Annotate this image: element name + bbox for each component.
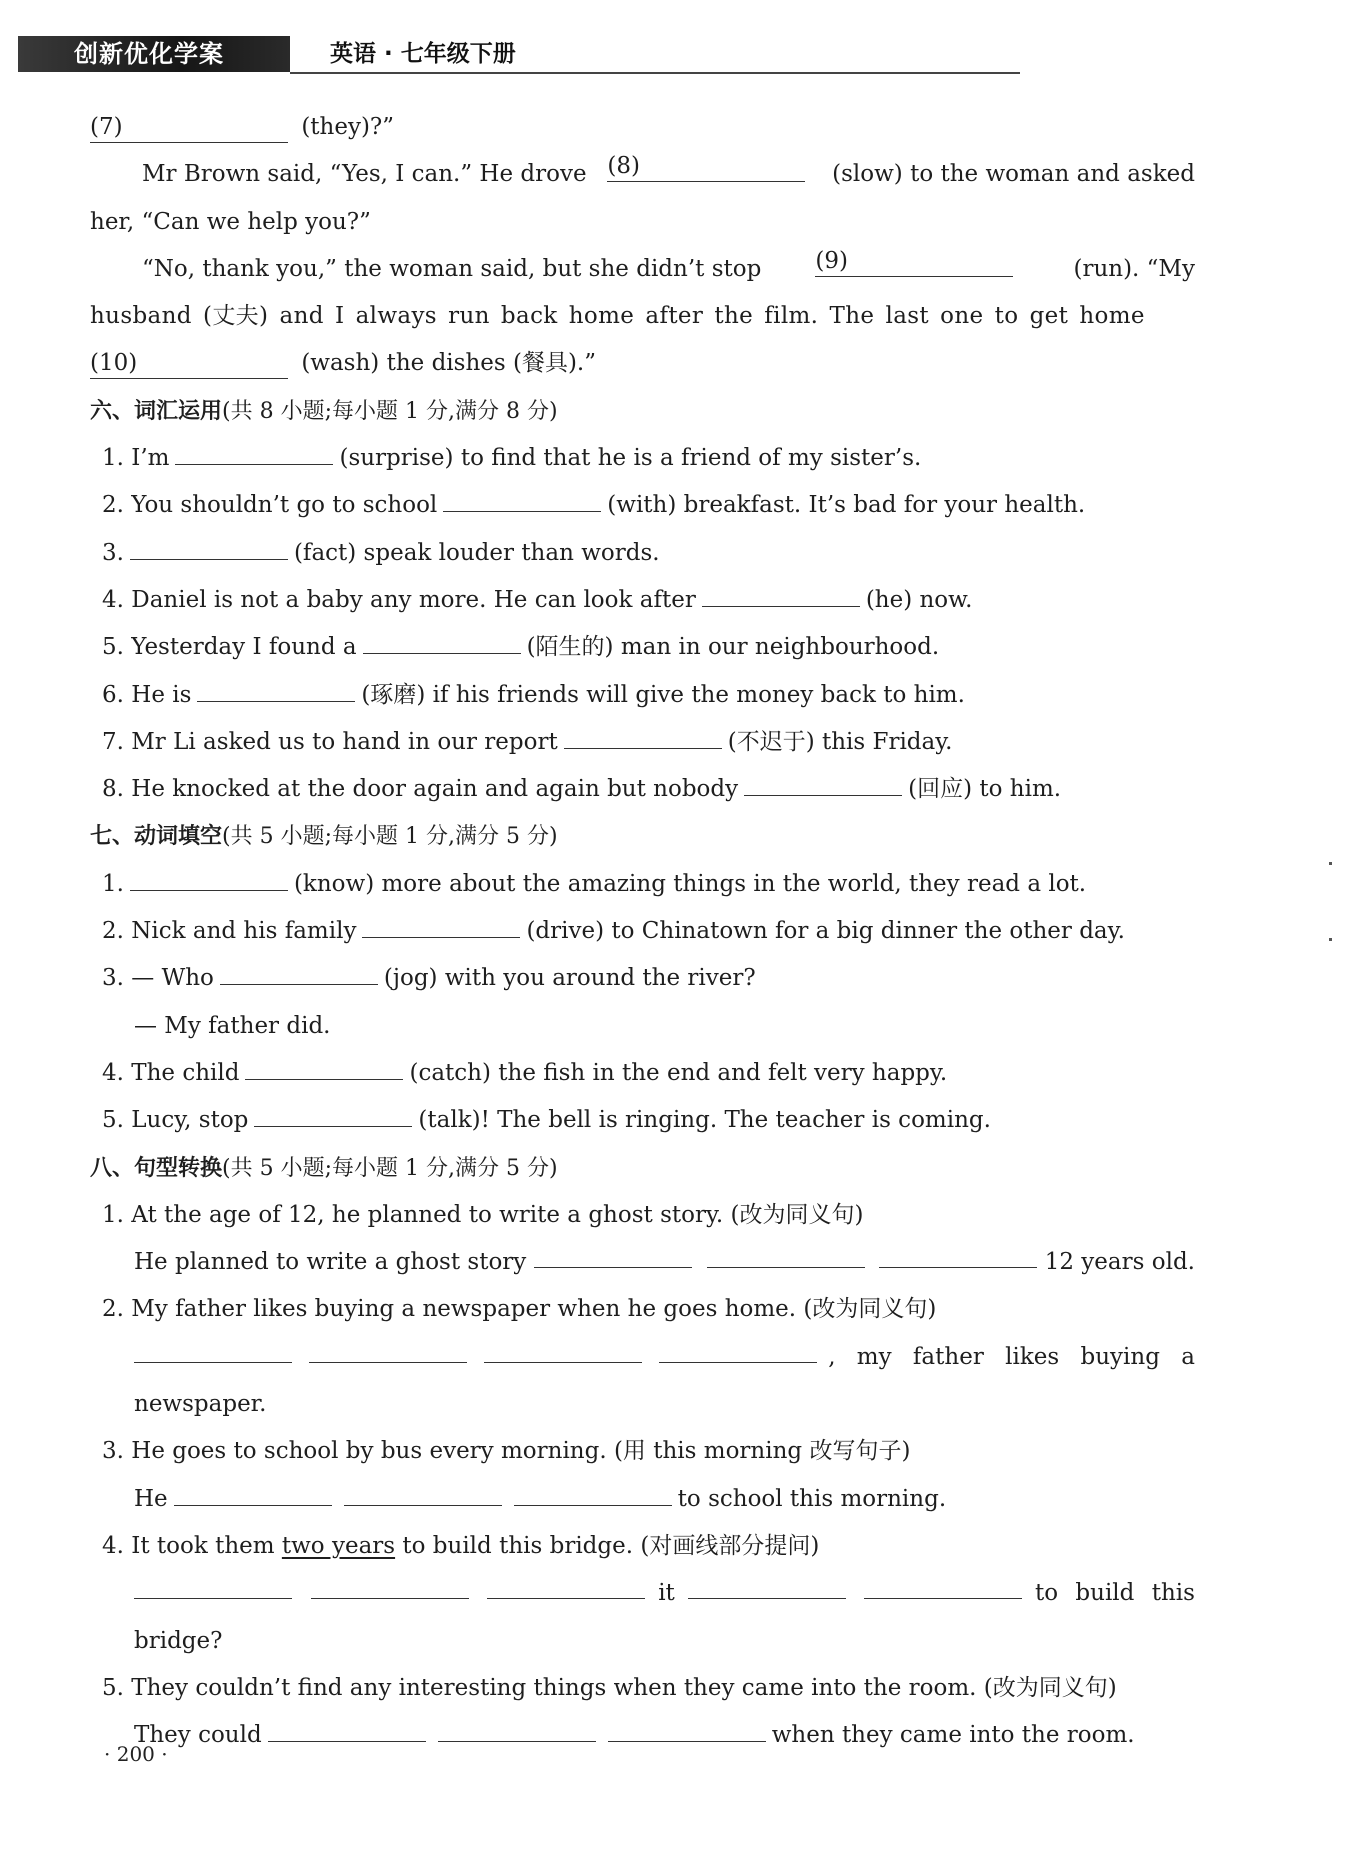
brand-banner: 创新优化学案 — [18, 36, 290, 72]
answer-blank[interactable] — [484, 1334, 642, 1363]
question-text: (drive) to Chinatown for a big dinner the other day. — [526, 918, 1125, 945]
section-heading — [90, 1145, 1195, 1192]
answer-blank[interactable] — [608, 1713, 766, 1742]
question-item — [90, 1097, 1195, 1144]
question-item — [90, 861, 1195, 908]
answer-blank[interactable] — [534, 1239, 692, 1268]
section-heading — [90, 813, 1195, 860]
answer-line — [90, 1239, 1195, 1286]
question-text: 2. You shouldn’t go to school — [102, 492, 438, 519]
question-text: (catch) the fish in the end and felt very happy. — [409, 1059, 948, 1086]
answer-blank[interactable] — [702, 578, 860, 607]
passage-line — [90, 151, 1195, 198]
question-text: (he) now. — [865, 586, 973, 613]
question-text: to build this bridge. (对画线部分提问) — [402, 1532, 820, 1559]
answer-text: to school this morning. — [677, 1485, 947, 1512]
answer-text: when they came into the room. — [771, 1722, 1135, 1749]
question-text: (不迟于) this Friday. — [727, 728, 953, 755]
answer-blank[interactable] — [254, 1098, 412, 1127]
answer-blank[interactable] — [363, 625, 521, 654]
passage-line — [90, 104, 1195, 151]
question-text: 5. Yesterday I found a — [102, 634, 357, 661]
question-item — [90, 435, 1195, 482]
question-text: 2. Nick and his family — [102, 918, 357, 945]
section-title: 七、动词填空 — [90, 824, 223, 850]
section-heading — [90, 388, 1195, 435]
edge-mark — [1329, 862, 1332, 865]
answer-blank[interactable] — [344, 1477, 502, 1506]
answer-blank[interactable] — [134, 1334, 292, 1363]
answer-text: it — [658, 1580, 675, 1607]
answer-blank[interactable] — [688, 1570, 846, 1599]
question-text: 4. The child — [102, 1059, 240, 1086]
question-item — [90, 577, 1195, 624]
answer-blank[interactable] — [879, 1239, 1037, 1268]
passage-text: (wash) the dishes (餐具).” — [301, 350, 596, 377]
question-text: 8. He knocked at the door again and again but nobody — [102, 776, 739, 803]
question-text: (陌生的) man in our neighbourhood. — [526, 634, 940, 661]
question-text: 1. — [102, 870, 124, 897]
passage-text: (they)?” — [301, 114, 395, 140]
question-text: (know) more about the amazing things in the world, they read a lot. — [293, 870, 1087, 897]
answer-text: to build this — [1035, 1580, 1195, 1607]
answer-blank[interactable] — [514, 1477, 672, 1506]
question-item — [90, 482, 1195, 529]
answer-blank[interactable] — [175, 436, 333, 465]
passage-text: Mr Brown said, “Yes, I can.” He drove — [142, 161, 587, 188]
section-title: 六、词汇运用 — [90, 398, 223, 424]
question-text: (talk)! The bell is ringing. The teacher is coming. — [418, 1107, 991, 1134]
answer-blank[interactable] — [438, 1713, 596, 1742]
page-header — [18, 36, 1018, 76]
answer-blank[interactable] — [130, 531, 288, 560]
answer-blank[interactable] — [134, 1570, 292, 1599]
answer-text: , my father likes buying a — [828, 1343, 1195, 1370]
answer-text: He — [134, 1485, 168, 1512]
answer-blank[interactable] — [707, 1239, 865, 1268]
question-text: 4. Daniel is not a baby any more. He can look after — [102, 586, 696, 613]
question-text: (fact) speak louder than words. — [293, 539, 660, 566]
answer-blank[interactable] — [362, 909, 520, 938]
section-title: 八、句型转换 — [90, 1155, 223, 1181]
answer-line: — My father did. — [134, 1012, 331, 1039]
edge-mark — [1329, 938, 1332, 941]
question-item — [90, 672, 1195, 719]
answer-line — [90, 1570, 1195, 1617]
subject-title: 英语 · 七年级下册 — [330, 41, 516, 67]
section-note: (共 5 小题;每小题 1 分,满分 5 分) — [222, 824, 558, 850]
answer-blank[interactable] — [268, 1713, 426, 1742]
question-text: 5. Lucy, stop — [102, 1107, 249, 1134]
answer-blank[interactable] — [174, 1477, 332, 1506]
question-text: 3. — Who — [102, 965, 214, 992]
answer-line — [90, 1334, 1195, 1381]
question-text: 4. It took them — [102, 1532, 275, 1559]
answer-blank[interactable] — [130, 862, 288, 891]
question-item — [90, 955, 1195, 1002]
answer-blank[interactable] — [443, 483, 601, 512]
question-text: (surprise) to find that he is a friend of my sister’s. — [339, 445, 922, 472]
question-text: 5. They couldn’t find any interesting things when they came into the room. (改为同义句) — [102, 1674, 1117, 1701]
answer-blank[interactable] — [487, 1570, 645, 1599]
question-text: (琢磨) if his friends will give the money back to him. — [361, 681, 965, 708]
section-note: (共 8 小题;每小题 1 分,满分 8 分) — [222, 398, 558, 424]
question-text: (回应) to him. — [908, 776, 1062, 803]
answer-blank[interactable] — [220, 956, 378, 985]
section-note: (共 5 小题;每小题 1 分,满分 5 分) — [222, 1155, 558, 1181]
answer-blank[interactable] — [309, 1334, 467, 1363]
passage-text: “No, thank you,” the woman said, but she didn’t stop — [142, 255, 762, 282]
worksheet-page — [90, 104, 1195, 1759]
answer-text: 12 years old. — [1044, 1249, 1195, 1276]
question-item — [90, 530, 1195, 577]
answer-blank[interactable] — [245, 1051, 403, 1080]
answer-blank[interactable] — [659, 1334, 817, 1363]
answer-blank[interactable] — [197, 673, 355, 702]
blank-10[interactable]: (10) — [90, 348, 288, 379]
question-item — [90, 624, 1195, 671]
question-text: 1. I’m — [102, 445, 170, 472]
passage-line: husband (丈夫) and I always run back home after the film. The last one to get home — [90, 303, 1145, 330]
underlined-phrase: two years — [281, 1532, 396, 1559]
question-text: (jog) with you around the river? — [383, 965, 756, 992]
answer-blank[interactable] — [744, 767, 902, 796]
question-text: 3. — [102, 539, 124, 566]
answer-blank[interactable] — [864, 1570, 1022, 1599]
passage-text: (slow) to the woman and asked — [832, 161, 1195, 188]
question-text: (with) breakfast. It’s bad for your health. — [607, 492, 1086, 519]
question-text: 7. Mr Li asked us to hand in our report — [102, 728, 558, 755]
answer-line — [90, 1712, 1195, 1759]
page-number: · 200 · — [104, 1742, 168, 1766]
question-text: 1. At the age of 12, he planned to write a ghost story. (改为同义句) — [102, 1201, 864, 1228]
passage-line — [90, 340, 1195, 387]
question-item — [90, 908, 1195, 955]
answer-text: bridge? — [134, 1627, 223, 1654]
passage-text: (run). “My — [1073, 255, 1195, 282]
answer-text: He planned to write a ghost story — [134, 1249, 527, 1276]
passage-line — [90, 246, 1195, 293]
question-item — [90, 1050, 1195, 1097]
header-rule — [290, 72, 1020, 74]
question-text: 3. He goes to school by bus every morning. (用 this morning 改写句子) — [102, 1438, 911, 1465]
answer-line — [90, 1476, 1195, 1523]
question-text: 2. My father likes buying a newspaper when he goes home. (改为同义句) — [102, 1296, 937, 1323]
question-text: 6. He is — [102, 681, 192, 708]
blank-7[interactable]: (7) — [90, 112, 288, 143]
blank-8[interactable]: (8) — [607, 151, 805, 182]
answer-text: They could — [134, 1722, 262, 1749]
answer-text: newspaper. — [134, 1391, 267, 1418]
question-text — [90, 1523, 1195, 1570]
question-item — [90, 719, 1195, 766]
blank-9[interactable]: (9) — [815, 246, 1013, 277]
question-item — [90, 766, 1195, 813]
passage-line: her, “Can we help you?” — [90, 208, 371, 235]
answer-blank[interactable] — [564, 720, 722, 749]
answer-blank[interactable] — [311, 1570, 469, 1599]
